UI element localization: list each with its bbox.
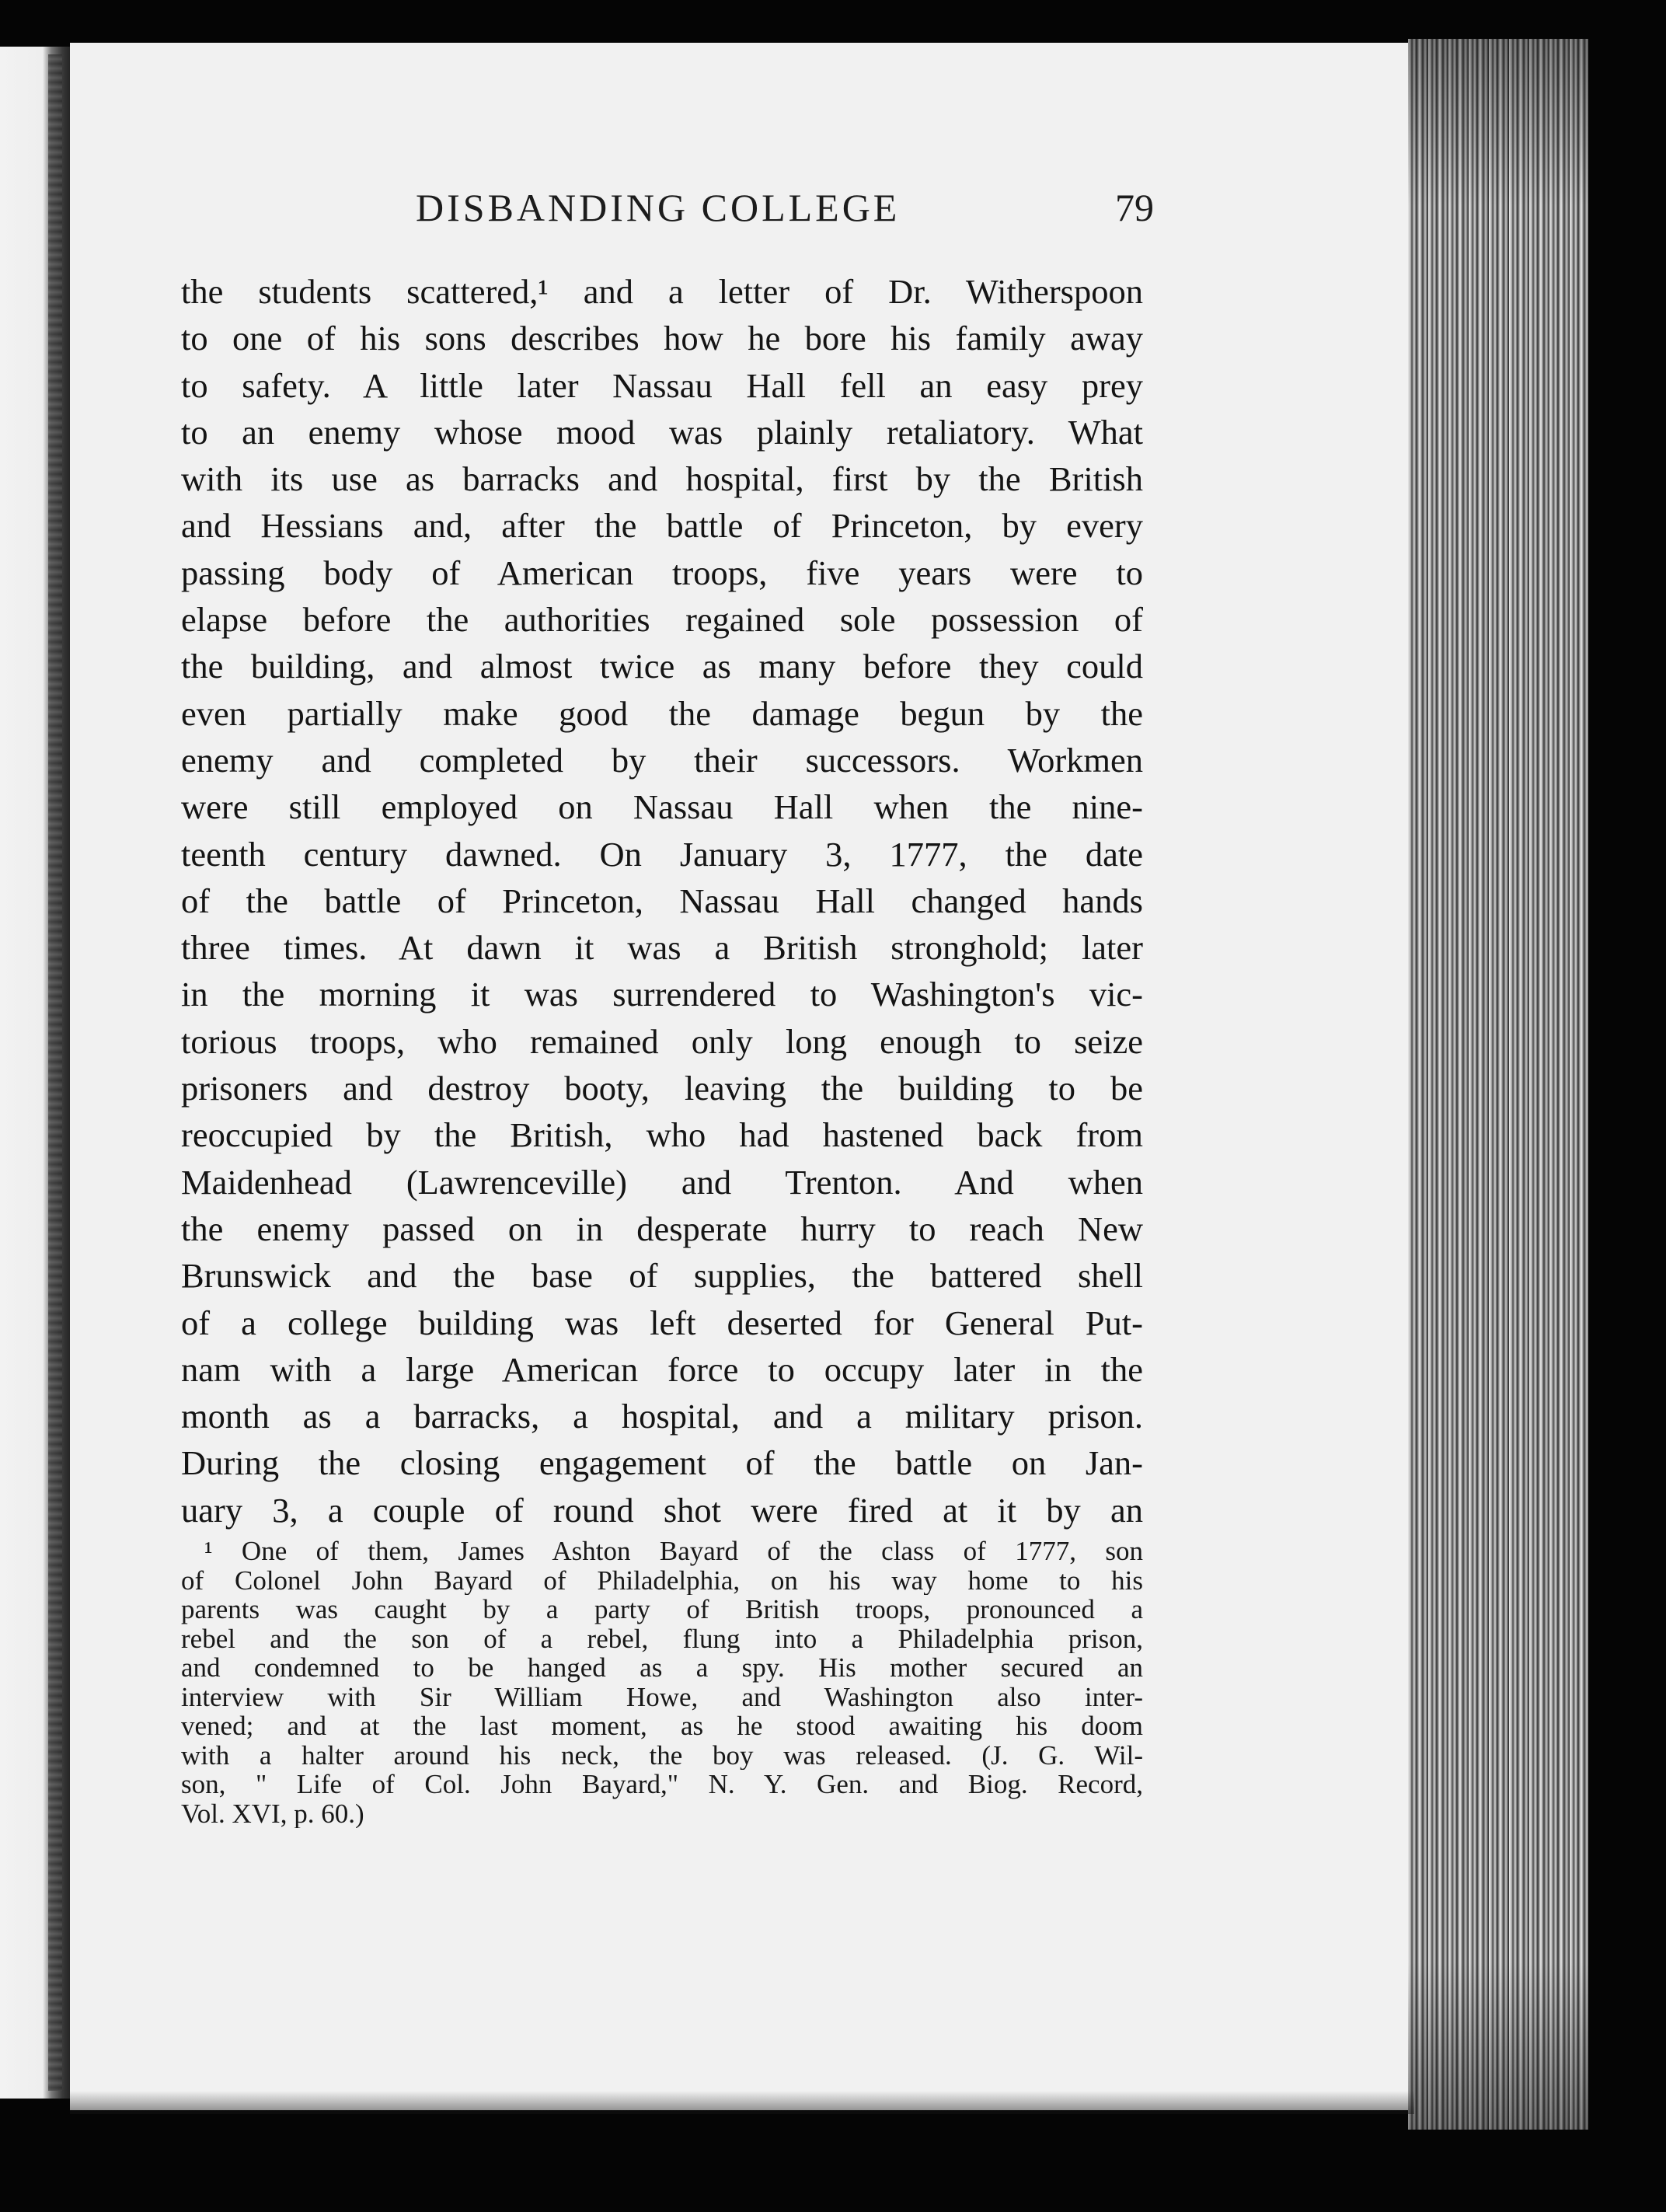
page-stack-edge [1408,39,1588,2130]
body-line: with its use as barracks and hospital, first by the British [181,459,1143,499]
footnote-line: vened; and at the last moment, as he stood awaiting his doom [181,1711,1143,1741]
body-line: teenth century dawned. On January 3, 1777, the date [181,834,1143,874]
body-line: reoccupied by the British, who had hastened back from [181,1115,1143,1155]
footnote-line: Vol. XVI, p. 60.) [181,1799,364,1828]
body-line: the building, and almost twice as many before they could [181,647,1143,686]
body-line: passing body of American troops, five years were to [181,553,1143,592]
footnote-line: parents was caught by a party of British troops, pronounced a [181,1595,1143,1624]
body-line: of a college building was left deserted for General Put- [181,1303,1143,1342]
page-number: 79 [1115,186,1154,229]
running-head [416,180,1154,235]
footnote [181,1537,1143,1828]
body-line: elapse before the authorities regained sole possession of [181,600,1143,640]
body-line: enemy and completed by their successors. Workmen [181,740,1143,780]
footnote-line: with a halter around his neck, the boy was released. (J. G. Wil- [181,1740,1143,1770]
body-line: even partially make good the damage begun by the [181,693,1143,733]
body-line: torious troops, who remained only long enough to seize [181,1021,1143,1061]
page-bottom-shadow [70,2091,1414,2114]
body-line: to one of his sons describes how he bore his family away [181,319,1143,358]
running-title: DISBANDING COLLEGE [416,186,901,229]
body-line: and Hessians and, after the battle of Princeton, by every [181,506,1143,546]
body-line: the students scattered,¹ and a letter of Dr. Witherspoon [181,272,1143,311]
body-line: to safety. A little later Nassau Hall fell an easy prey [181,365,1143,405]
footnote-line: and condemned to be hanged as a spy. His mother secured an [181,1653,1143,1683]
body-line: During the closing engagement of the battle on Jan- [181,1443,1143,1483]
footnote-line: ¹ One of them, James Ashton Bayard of the class of 1777, son [204,1537,1143,1566]
body-line: uary 3, a couple of round shot were fired at it by an [181,1490,1143,1530]
body-line: prisoners and destroy booty, leaving the building to be [181,1069,1143,1108]
body-text [181,268,1143,1533]
body-line: to an enemy whose mood was plainly retaliatory. What [181,412,1143,452]
body-line: month as a barracks, a hospital, and a military prison. [181,1397,1143,1436]
left-page-edge [0,47,74,2099]
footnote-line: interview with Sir William Howe, and Washington also inter- [181,1682,1143,1711]
body-line: Maidenhead (Lawrenceville) and Trenton. And when [181,1162,1143,1202]
body-line: the enemy passed on in desperate hurry to reach New [181,1209,1143,1248]
book-binding [48,54,62,2091]
body-line: of the battle of Princeton, Nassau Hall changed hands [181,881,1143,920]
body-line: nam with a large American force to occupy later in the [181,1349,1143,1389]
footnote-line: rebel and the son of a rebel, flung into a Philadelphia prison, [181,1624,1143,1653]
footnote-line: son, " Life of Col. John Bayard," N. Y. Gen. and Biog. Record, [181,1770,1143,1799]
body-line: three times. At dawn it was a British stronghold; later [181,928,1143,968]
body-line: Brunswick and the base of supplies, the battered shell [181,1256,1143,1296]
body-line: in the morning it was surrendered to Washington's vic- [181,975,1143,1014]
footnote-line: of Colonel John Bayard of Philadelphia, on his way home to his [181,1565,1143,1595]
body-line: were still employed on Nassau Hall when the nine- [181,787,1143,827]
